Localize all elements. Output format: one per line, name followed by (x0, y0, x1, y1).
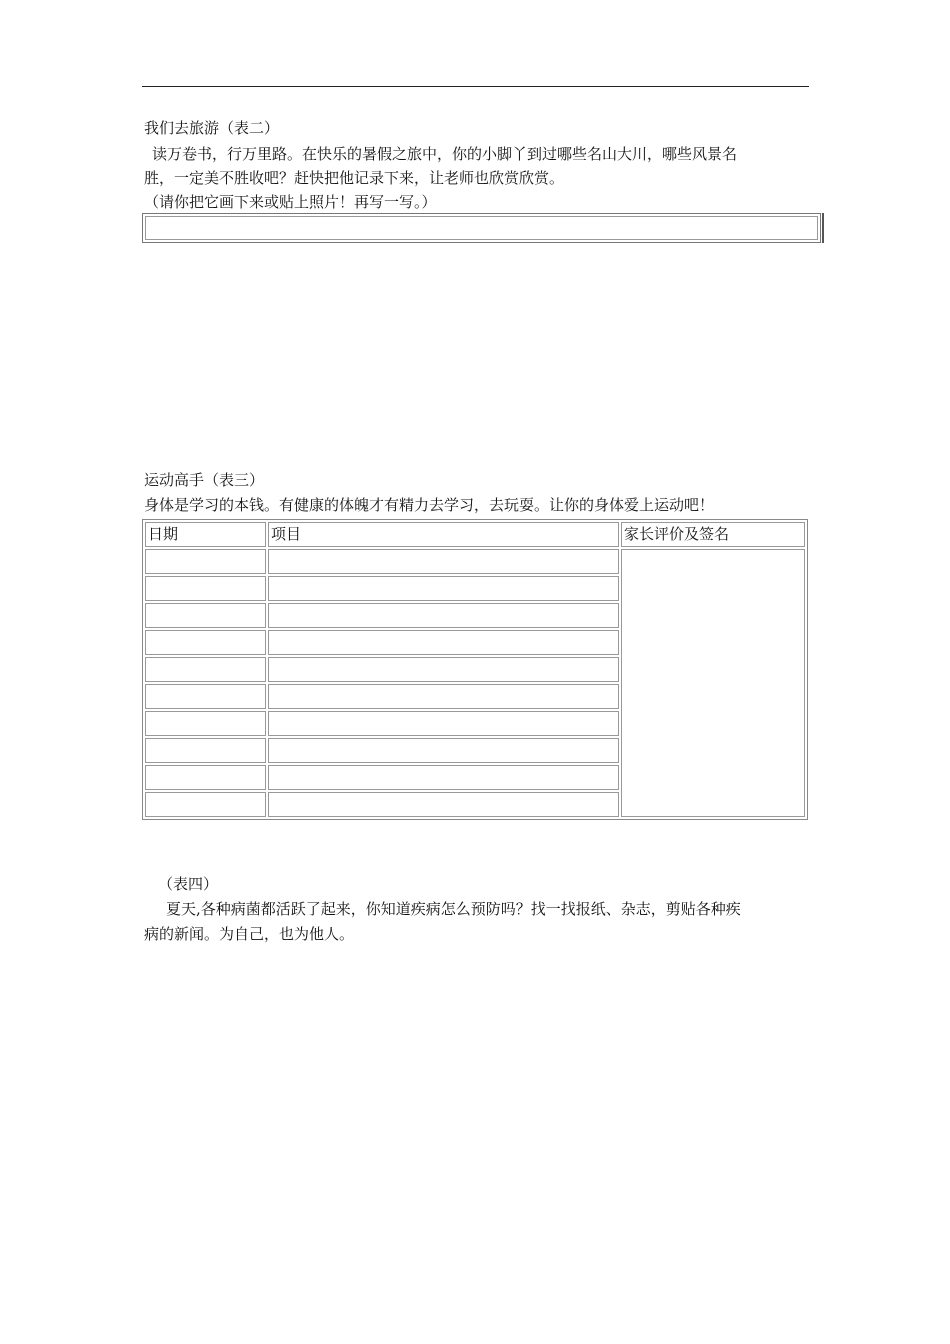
item-cell[interactable] (268, 630, 619, 655)
date-cell[interactable] (145, 630, 266, 655)
section4-text-line2: 病的新闻。为自己，也为他人。 (144, 925, 355, 943)
item-cell[interactable] (268, 603, 619, 628)
header-parent-signature: 家长评价及签名 (621, 522, 805, 547)
date-cell[interactable] (145, 657, 266, 682)
date-cell[interactable] (145, 603, 266, 628)
travel-record-box[interactable] (142, 213, 821, 243)
date-cell[interactable] (145, 576, 266, 601)
item-cell[interactable] (268, 738, 619, 763)
item-cell[interactable] (268, 549, 619, 574)
section3-intro: 身体是学习的本钱。有健康的体魄才有精力去学习，去玩耍。让你的身体爱上运动吧！ (144, 496, 715, 514)
table-header-row (145, 522, 805, 547)
sport-table (142, 519, 808, 820)
item-cell[interactable] (268, 576, 619, 601)
item-cell[interactable] (268, 711, 619, 736)
section4-title: （表四） (158, 875, 219, 893)
item-cell[interactable] (268, 657, 619, 682)
section2-title: 我们去旅游（表二） (144, 119, 280, 137)
date-cell[interactable] (145, 738, 266, 763)
item-cell[interactable] (268, 792, 619, 817)
item-cell[interactable] (268, 765, 619, 790)
section2-text-line2: 胜，一定美不胜收吧？赶快把他记录下来，让老师也欣赏欣赏。 (144, 169, 565, 187)
section2-text-line1: 读万卷书，行万里路。在快乐的暑假之旅中，你的小脚丫到过哪些名山大川，哪些风景名 (152, 145, 738, 163)
date-cell[interactable] (145, 711, 266, 736)
date-cell[interactable] (145, 765, 266, 790)
date-cell[interactable] (145, 684, 266, 709)
header-item: 项目 (268, 522, 619, 547)
header-rule (142, 86, 809, 87)
section3-title: 运动高手（表三） (144, 471, 265, 489)
date-cell[interactable] (145, 549, 266, 574)
table-row (145, 549, 805, 574)
parent-signature-cell[interactable] (621, 549, 805, 817)
section2-text-line3: （请你把它画下来或贴上照片！再写一写。） (144, 193, 437, 211)
section4-text-line1: 夏天,各种病菌都活跃了起来，你知道疾病怎么预防吗？找一找报纸、杂志，剪贴各种疾 (166, 900, 741, 918)
item-cell[interactable] (268, 684, 619, 709)
header-date: 日期 (145, 522, 266, 547)
date-cell[interactable] (145, 792, 266, 817)
